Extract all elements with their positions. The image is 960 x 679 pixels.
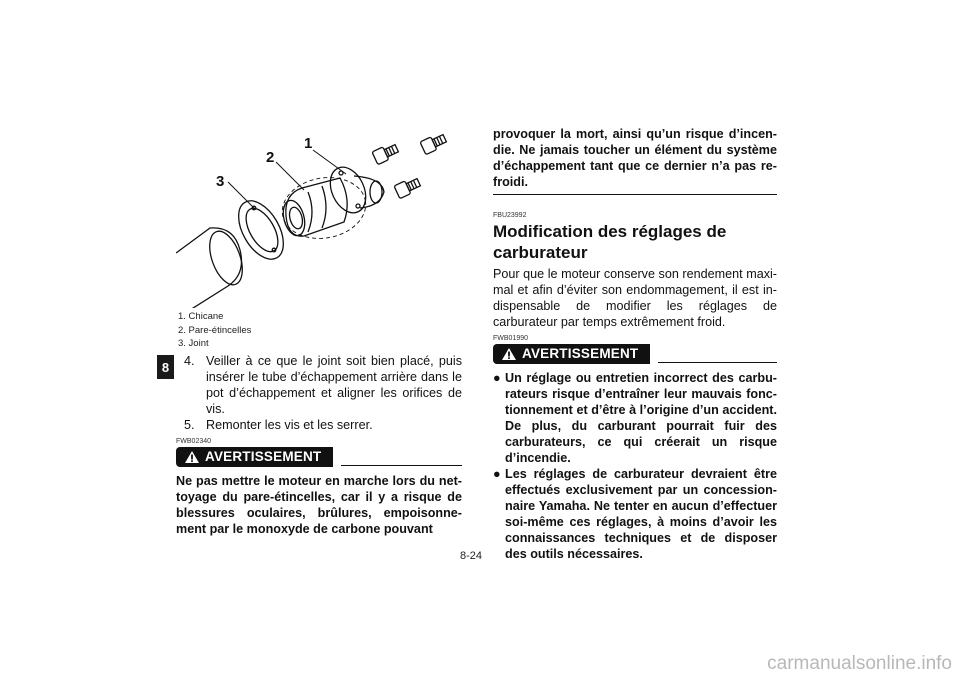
- warning-code: FWB01990: [493, 335, 529, 342]
- chapter-tab: 8: [157, 355, 174, 379]
- warning-header: [493, 344, 777, 364]
- spark-arrester-figure: [176, 128, 466, 308]
- warning-end-rule: [493, 194, 777, 195]
- warning-bullet: [493, 370, 777, 466]
- callout-3: 3: [216, 173, 225, 190]
- section-code: FBU23992: [493, 212, 527, 219]
- warning-rule: [341, 465, 462, 466]
- left-column: [176, 353, 462, 537]
- section-text: Pour que le moteur conserve son rendement maximal et afin d’éviter son endommagement, il est indispensable de modifier les réglages de carburateur par temps extrêmement froid.: [493, 267, 777, 329]
- warning-continued-text: provoquer la mort, ainsi qu’un risque d’incendie. Ne jamais toucher un élément du système d’échappement tant que ce dernier n’a pas refroidi.: [493, 127, 777, 189]
- warning-header: [176, 447, 462, 467]
- warning-rule: [658, 362, 777, 363]
- callout-1: 1: [304, 135, 313, 152]
- bullet-icon: ●: [493, 467, 501, 481]
- right-column: [493, 126, 777, 562]
- step-number: 5.: [184, 418, 195, 432]
- warning-triangle-icon: [501, 347, 517, 361]
- watermark: carmanualsonline.info: [767, 653, 952, 674]
- figure-legend: [178, 310, 251, 351]
- warning-code: FWB02340: [176, 438, 212, 445]
- warning-badge: [493, 344, 650, 364]
- callout-2: 2: [266, 149, 275, 166]
- warning-label: AVERTISSEMENT: [522, 346, 639, 361]
- step-5: [176, 417, 462, 433]
- bullet-text: Les réglages de carburateur devraient être effectués exclusivement par un concessionnaire Yamaha. Ne tenter en aucun d’effectuer soi-même ces réglages, à moins d’avoir les connaissances techniques et de disposer des outils nécessaires.: [505, 467, 777, 561]
- warning-triangle-icon: [184, 450, 200, 464]
- warning-text: Ne pas mettre le moteur en marche lors du nettoyage du pare-étincelles, car il y a risque de blessures oculaires, brûlures, empoisonnement par le monoxyde de carbone pouvant: [176, 474, 462, 536]
- legend-item-pare-etincelles: 2. Pare-étincelles: [178, 324, 252, 336]
- page-number: 8-24: [460, 550, 483, 562]
- step-text: Veiller à ce que le joint soit bien placé, puis insérer le tube d’échappement arrière dans le pot d’échappement et aligner les orifices de vis.: [206, 354, 462, 416]
- step-text: Remonter les vis et les serrer.: [206, 418, 373, 432]
- step-number: 4.: [184, 354, 195, 368]
- bullet-text: Un réglage ou entretien incorrect des carburateurs risque d’entraîner leur mauvais fonctionnement et d’être à l’origine d’un accident. De plus, du carburant pourrait fuir des carburateurs, ce qui créerait un risque d’incendie.: [505, 371, 777, 465]
- legend-item-joint: 3. Joint: [178, 338, 209, 349]
- section-title: Modification des réglages de carburateur: [493, 222, 727, 262]
- warning-label: AVERTISSEMENT: [205, 449, 322, 464]
- legend-item-chicane: 1. Chicane: [178, 311, 224, 322]
- bullet-icon: ●: [493, 371, 501, 385]
- step-4: [176, 353, 462, 417]
- warning-badge: [176, 447, 333, 467]
- warning-bullet: [493, 466, 777, 562]
